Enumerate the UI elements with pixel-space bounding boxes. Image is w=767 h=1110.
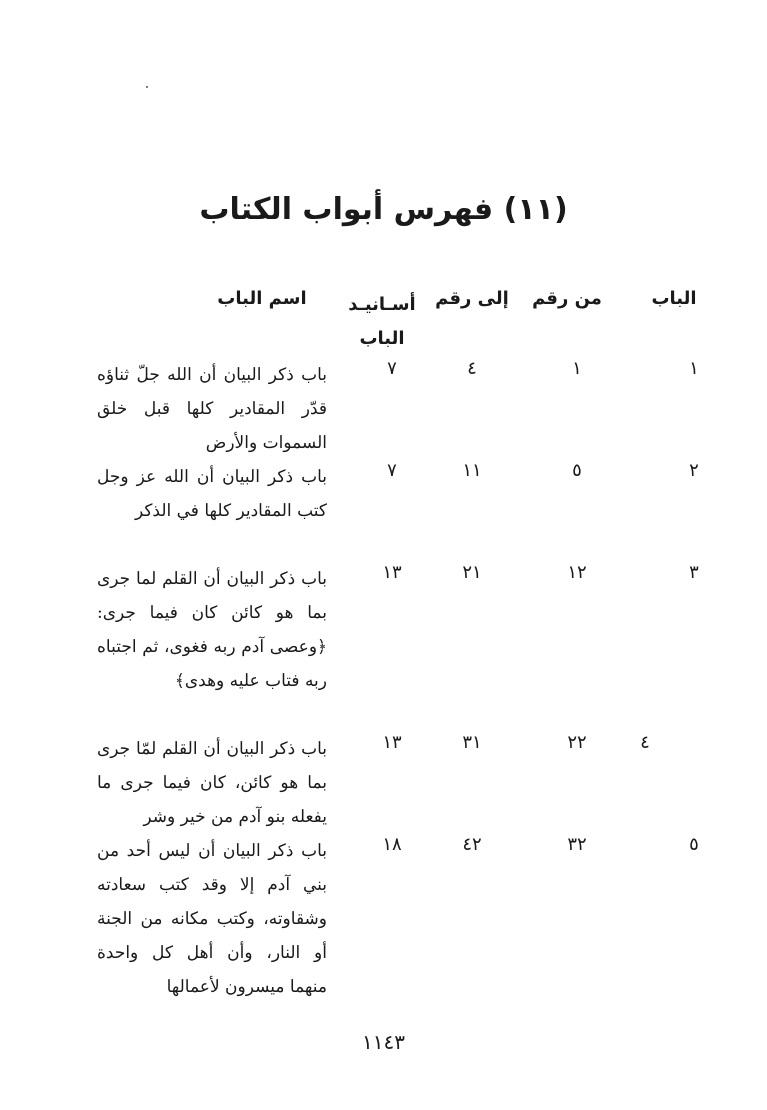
- cell-isnad: ١٨: [382, 834, 402, 855]
- cell-bab: ٢: [689, 460, 699, 481]
- cell-isnad: ١٣: [382, 562, 402, 583]
- header-bab: الباب: [651, 288, 697, 309]
- header-to: إلى رقم: [435, 288, 509, 309]
- page-title: (١١) فهرس أبواب الكتاب: [199, 192, 568, 227]
- cell-from: ٣٢: [567, 834, 587, 855]
- cell-to: ٣١: [462, 732, 482, 753]
- page-number: ١١٤٣: [362, 1030, 405, 1054]
- ink-speck: [146, 86, 148, 88]
- cell-name: باب ذكر البيان أن ليس أحد من بني آدم إلا وقد كتب سعادته وشقاوته، وكتب مكانه من الجنة أو النار، وأن أهل كل واحدة منهما ميسرون لأعمالها: [97, 841, 327, 997]
- cell-from: ٢٢: [567, 732, 587, 753]
- table-header: [0, 288, 767, 358]
- header-from: من رقم: [532, 288, 602, 309]
- cell-bab: ٣: [689, 562, 699, 583]
- cell-to: ٤: [467, 358, 477, 379]
- cell-name: باب ذكر البيان أن الله جلّ ثناؤه قدّر المقادير كلها قبل خلق السموات والأرض: [97, 365, 327, 453]
- cell-isnad: ٧: [387, 460, 397, 481]
- cell-to: ١١: [462, 460, 482, 481]
- header-name: اسم الباب: [217, 288, 307, 309]
- cell-name: باب ذكر البيان أن القلم لما جرى بما هو كائن كان فيما جرى: ﴿وعصى آدم ربه فغوى، ثم اجتباه ربه فتاب عليه وهدى﴾: [97, 569, 327, 691]
- cell-name: باب ذكر البيان أن القلم لمّا جرى بما هو كائن، كان فيما جرى ما يفعله بنو آدم من خير وشر: [97, 739, 327, 827]
- cell-from: ١: [572, 358, 582, 379]
- header-isnad: أسـانيـد الباب: [348, 294, 416, 349]
- cell-to: ٢١: [462, 562, 482, 583]
- cell-from: ١٢: [567, 562, 587, 583]
- cell-to: ٤٢: [462, 834, 482, 855]
- cell-name: باب ذكر البيان أن الله عز وجل كتب المقادير كلها في الذكر: [97, 467, 327, 521]
- cell-bab: ٥: [689, 834, 699, 855]
- cell-bab: ١: [689, 358, 699, 379]
- cell-stray-number: ٤: [640, 732, 650, 753]
- cell-isnad: ٧: [387, 358, 397, 379]
- cell-from: ٥: [572, 460, 582, 481]
- cell-isnad: ١٣: [382, 732, 402, 753]
